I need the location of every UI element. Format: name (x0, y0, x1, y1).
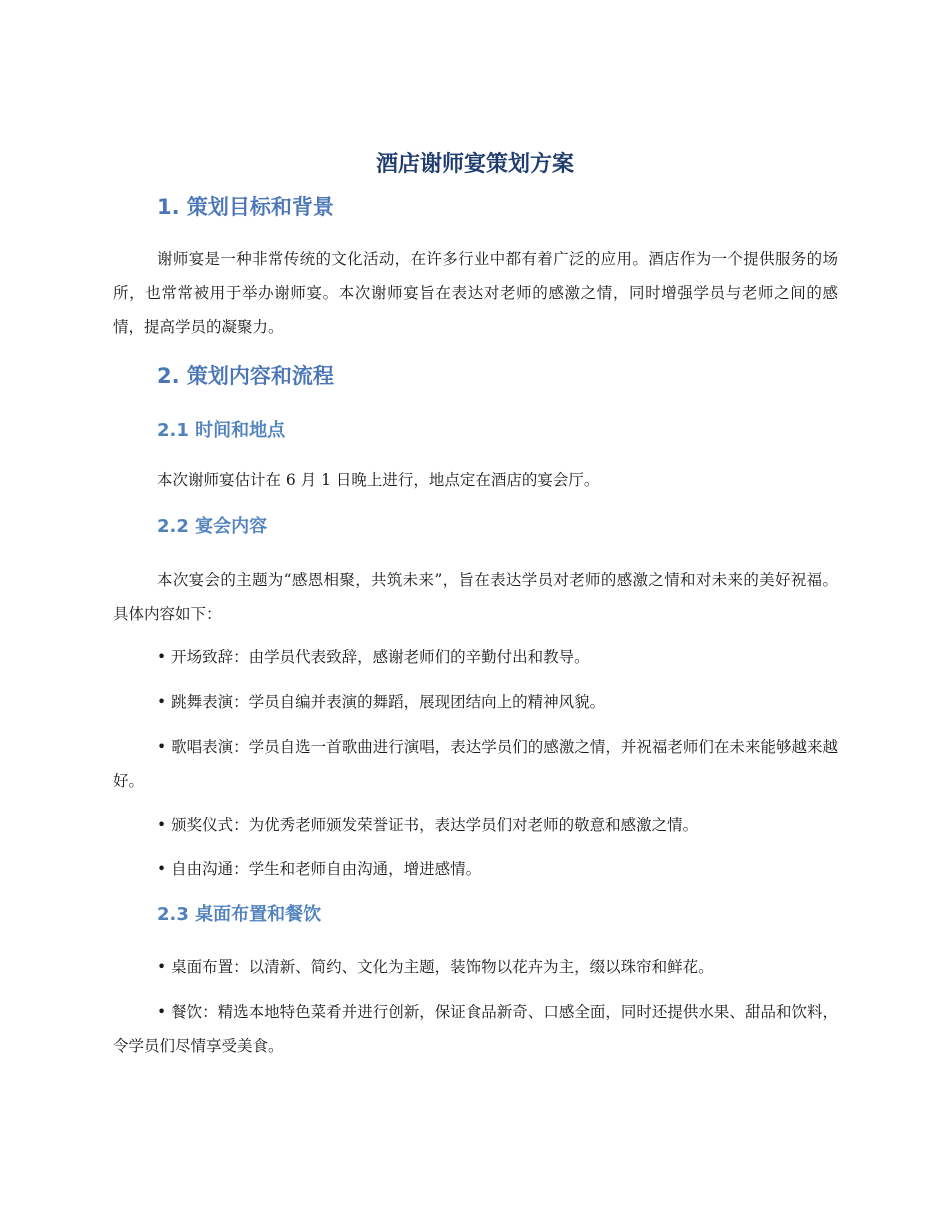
subsection-heading-2-1: 2.1 时间和地点 (157, 420, 286, 441)
subsection-heading-2-2: 2.2 宴会内容 (157, 516, 268, 537)
document-title: 酒店谢师宴策划方案 (375, 152, 574, 177)
section-heading-1: 1. 策划目标和背景 (157, 195, 334, 219)
list-item-award-ceremony: • 颁奖仪式：为优秀老师颁发荣誉证书，表达学员们对老师的敬意和感激之情。 (157, 816, 699, 834)
list-item-free-communication: • 自由沟通：学生和老师自由沟通，增进感情。 (157, 860, 482, 878)
subsection-2-2-intro-paragraph: 本次宴会的主题为“感恩相聚，共筑未来”，旨在表达学员对老师的感激之情和对未来的美好祝福。具体内容如下： (113, 571, 838, 623)
list-item-dance-performance: • 跳舞表演：学员自编并表演的舞蹈，展现团结向上的精神风貌。 (157, 693, 606, 711)
list-item-catering: • 餐饮：精选本地特色菜肴并进行创新，保证食品新奇、口感全面，同时还提供水果、甜品和饮料，令学员们尽情享受美食。 (113, 1003, 838, 1055)
section-1-paragraph: 谢师宴是一种非常传统的文化活动，在许多行业中都有着广泛的应用。酒店作为一个提供服务的场所，也常常被用于举办谢师宴。本次谢师宴旨在表达对老师的感激之情，同时增强学员与老师之间的感情，提高学员的凝聚力。 (113, 250, 838, 336)
section-heading-2: 2. 策划内容和流程 (157, 364, 334, 388)
list-item-singing-performance: • 歌唱表演：学员自选一首歌曲进行演唱，表达学员们的感激之情，并祝福老师们在未来能够越来越好。 (113, 738, 838, 790)
list-item-opening-speech: • 开场致辞：由学员代表致辞，感谢老师们的辛勤付出和教导。 (157, 648, 590, 666)
subsection-2-1-paragraph: 本次谢师宴估计在 6 月 1 日晚上进行，地点定在酒店的宴会厅。 (157, 471, 600, 489)
list-item-table-decoration: • 桌面布置：以清新、简约、文化为主题，装饰物以花卉为主，缀以珠帘和鲜花。 (157, 958, 714, 976)
subsection-heading-2-3: 2.3 桌面布置和餐饮 (157, 904, 322, 925)
